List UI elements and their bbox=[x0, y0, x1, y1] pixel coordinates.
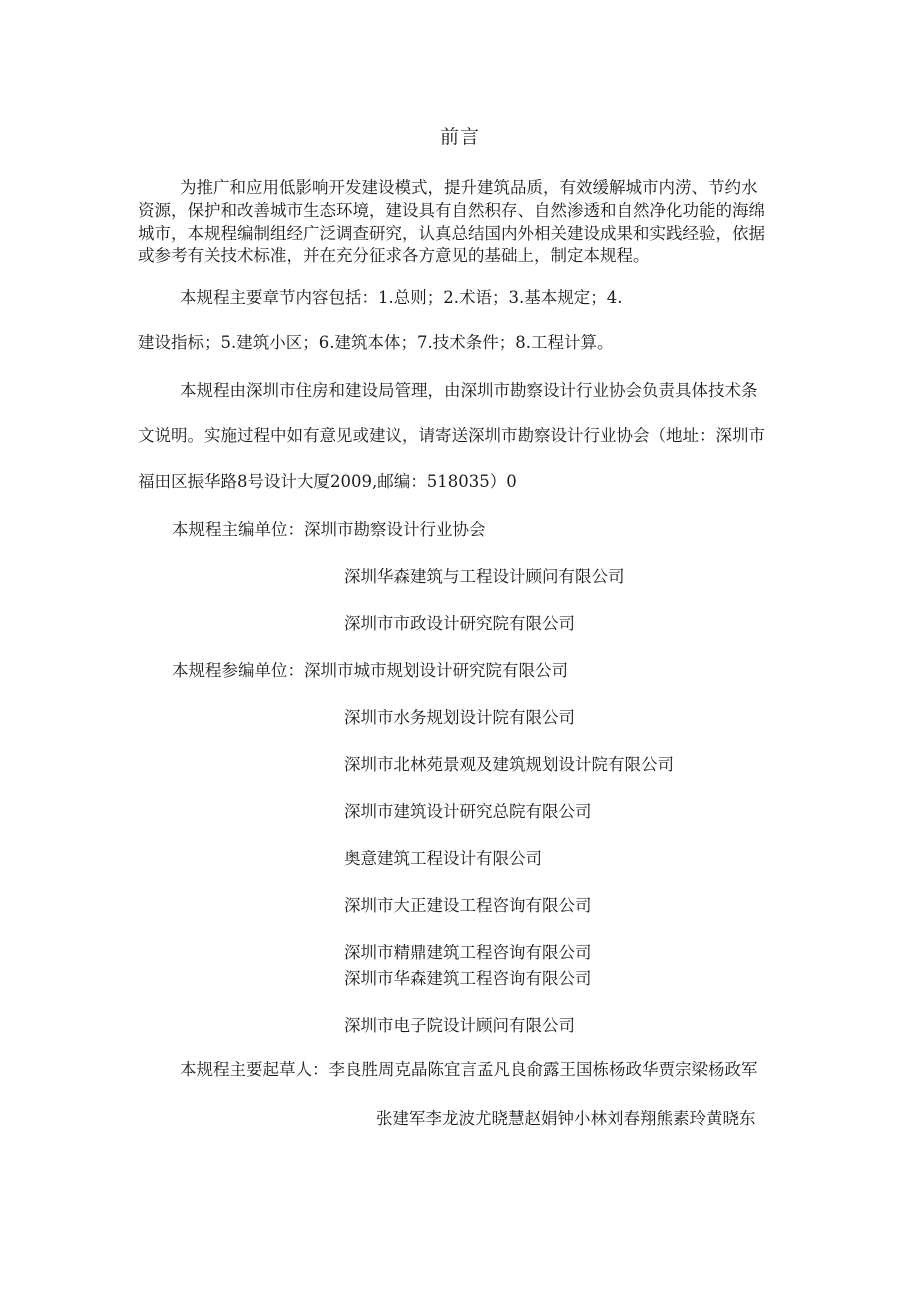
drafters-row bbox=[180, 1062, 758, 1079]
intro-line-3: 城市，本规程编制组经广泛调查研究，认真总结国内外相关建设成果和实践经验，依据 bbox=[138, 224, 765, 243]
management-line-1: 本规程由深圳市住房和建设局管理，由深圳市勘察设计行业协会负责具体技术条 bbox=[180, 381, 758, 400]
management-line-3: 福田区振华路8号设计大厦2009,邮编：518035）0 bbox=[138, 472, 517, 491]
participant-unit: 深圳市建筑设计研究总院有限公司 bbox=[344, 802, 592, 821]
participant-unit: 深圳市城市规划设计研究院有限公司 bbox=[304, 661, 568, 680]
participant-unit: 深圳市电子院设计顾问有限公司 bbox=[344, 1016, 575, 1035]
participants-label: 本规程参编单位： bbox=[172, 661, 304, 680]
chief-editor-unit: 深圳市市政设计研究院有限公司 bbox=[344, 614, 575, 633]
intro-line-1: 为推广和应用低影响开发建设模式，提升建筑品质，有效缓解城市内涝、节约水 bbox=[180, 178, 758, 197]
page-title: 前言 bbox=[439, 126, 480, 148]
drafters-names: 李良胜周克晶陈宜言孟凡良俞露王国栋杨政华贾宗梁杨政军 bbox=[328, 1060, 758, 1079]
management-line-2: 文说明。实施过程中如有意见或建议，请寄送深圳市勘察设计行业协会（地址：深圳市 bbox=[138, 426, 765, 445]
participant-unit: 深圳市精鼎建筑工程咨询有限公司 bbox=[344, 943, 592, 962]
chief-editor-unit: 深圳华森建筑与工程设计顾问有限公司 bbox=[344, 567, 625, 586]
participant-unit: 奥意建筑工程设计有限公司 bbox=[344, 849, 542, 868]
participant-unit: 深圳市华森建筑工程咨询有限公司 bbox=[344, 969, 592, 988]
chief-editor-unit: 深圳市勘察设计行业协会 bbox=[304, 520, 486, 539]
participant-unit: 深圳市北林苑景观及建筑规划设计院有限公司 bbox=[344, 755, 674, 774]
participant-unit: 深圳市大正建设工程咨询有限公司 bbox=[344, 896, 592, 915]
participants-row bbox=[172, 663, 568, 680]
participant-unit: 深圳市水务规划设计院有限公司 bbox=[344, 708, 575, 727]
drafters-label: 本规程主要起草人： bbox=[180, 1060, 329, 1079]
chapters-line-1: 本规程主要章节内容包括：1.总则；2.术语；3.基本规定；4. bbox=[180, 288, 623, 307]
drafters-names-line-2: 张建军李龙波尤晓慧赵娟钟小林刘春翔熊素玲黄晓东 bbox=[376, 1109, 756, 1128]
chief-editors-row bbox=[172, 522, 486, 539]
intro-line-2: 资源，保护和改善城市生态环境，建设具有自然积存、自然渗透和自然净化功能的海绵 bbox=[138, 201, 765, 220]
intro-line-4: 或参考有关技术标准，并在充分征求各方意见的基础上，制定本规程。 bbox=[138, 246, 650, 265]
chapters-line-2: 建设指标；5.建筑小区；6.建筑本体；7.技术条件；8.工程计算。 bbox=[138, 333, 614, 352]
chief-editors-label: 本规程主编单位： bbox=[172, 520, 304, 539]
